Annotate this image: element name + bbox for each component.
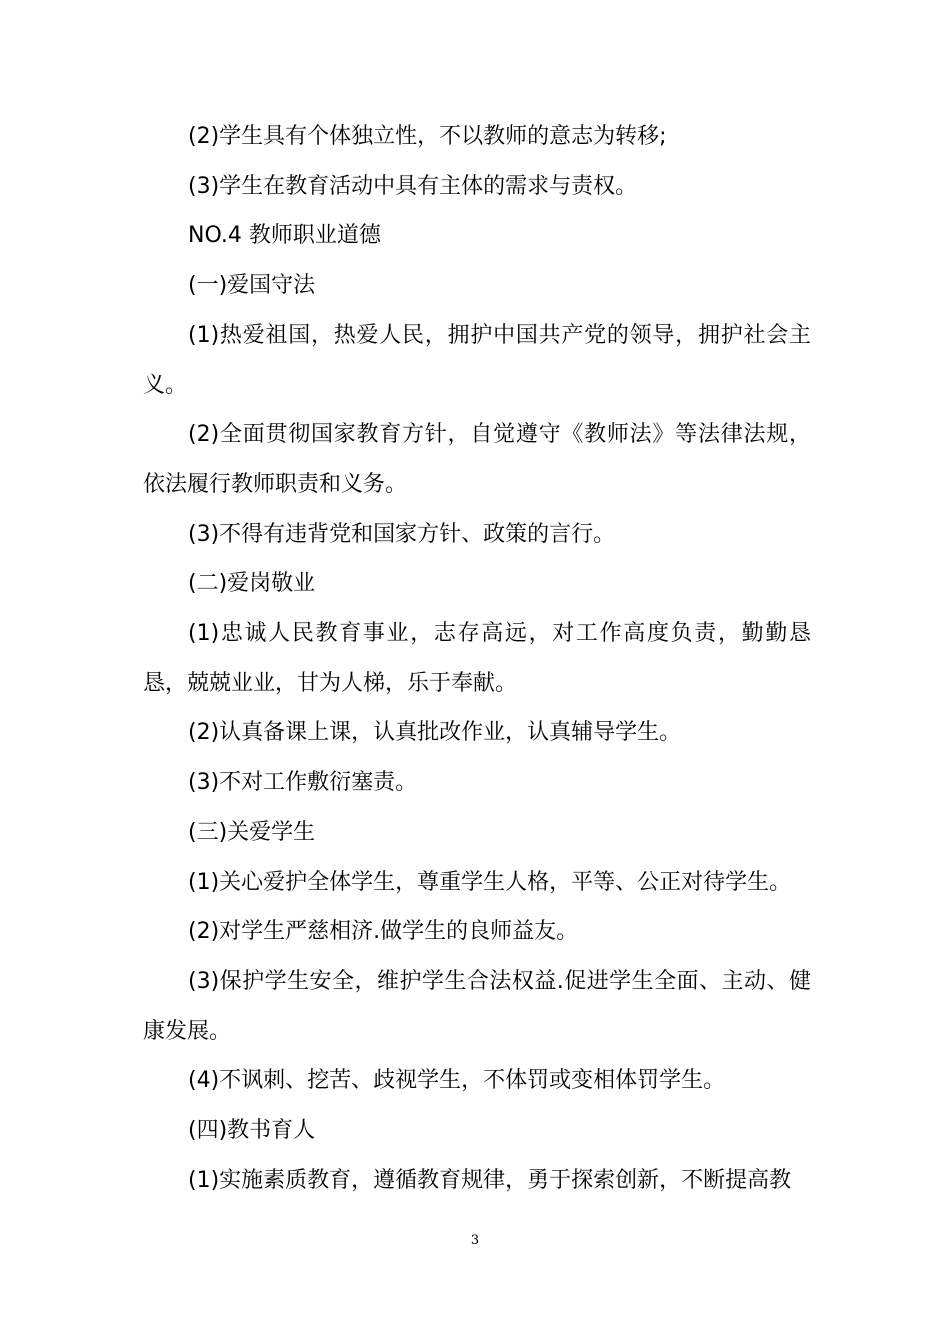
paragraph: (3)不对工作敷衍塞责。 [188,770,418,796]
paragraph: (1)关心爱护全体学生，尊重学生人格，平等、公正对待学生。 [188,869,792,895]
paragraph: (2)对学生严慈相济.做学生的良师益友。 [188,919,579,945]
subsection-heading: (四)教书育人 [188,1118,316,1144]
paragraph: (2)全面贯彻国家教育方针，自觉遵守《教师法》等法律法规，依法履行教师职责和义务。 [143,422,811,497]
paragraph: (3)不得有违背党和国家方针、政策的言行。 [188,521,616,547]
paragraph: (2)认真备课上课，认真批改作业，认真辅导学生。 [188,720,682,746]
document-body [143,112,811,1205]
paragraph: (2)学生具有个体独立性，不以教师的意志为转移; [188,124,667,149]
paragraph: (1)实施素质教育，遵循教育规律，勇于探索创新，不断提高教 [188,1167,792,1193]
subsection-heading: (二)爱岗敬业 [188,571,316,597]
paragraph: (4)不讽刺、挖苦、歧视学生，不体罚或变相体罚学生。 [188,1068,726,1094]
section-heading: NO.4 教师职业道德 [188,223,381,249]
page-number: 3 [470,1233,480,1248]
paragraph: (3)学生在教育活动中具有主体的需求与责权。 [188,173,638,199]
paragraph: (1)热爱祖国，热爱人民，拥护中国共产党的领导，拥护社会主义。 [143,322,811,398]
subsection-heading: (三)关爱学生 [188,819,316,845]
subsection-heading: (一)爱国守法 [188,273,316,299]
paragraph: (1)忠诚人民教育事业，志存高远，对工作高度负责，勤勤恳恳，兢兢业业，甘为人梯，乐于奉献。 [143,621,811,696]
paragraph: (3)保护学生安全，维护学生合法权益.促进学生全面、主动、健康发展。 [143,968,811,1044]
